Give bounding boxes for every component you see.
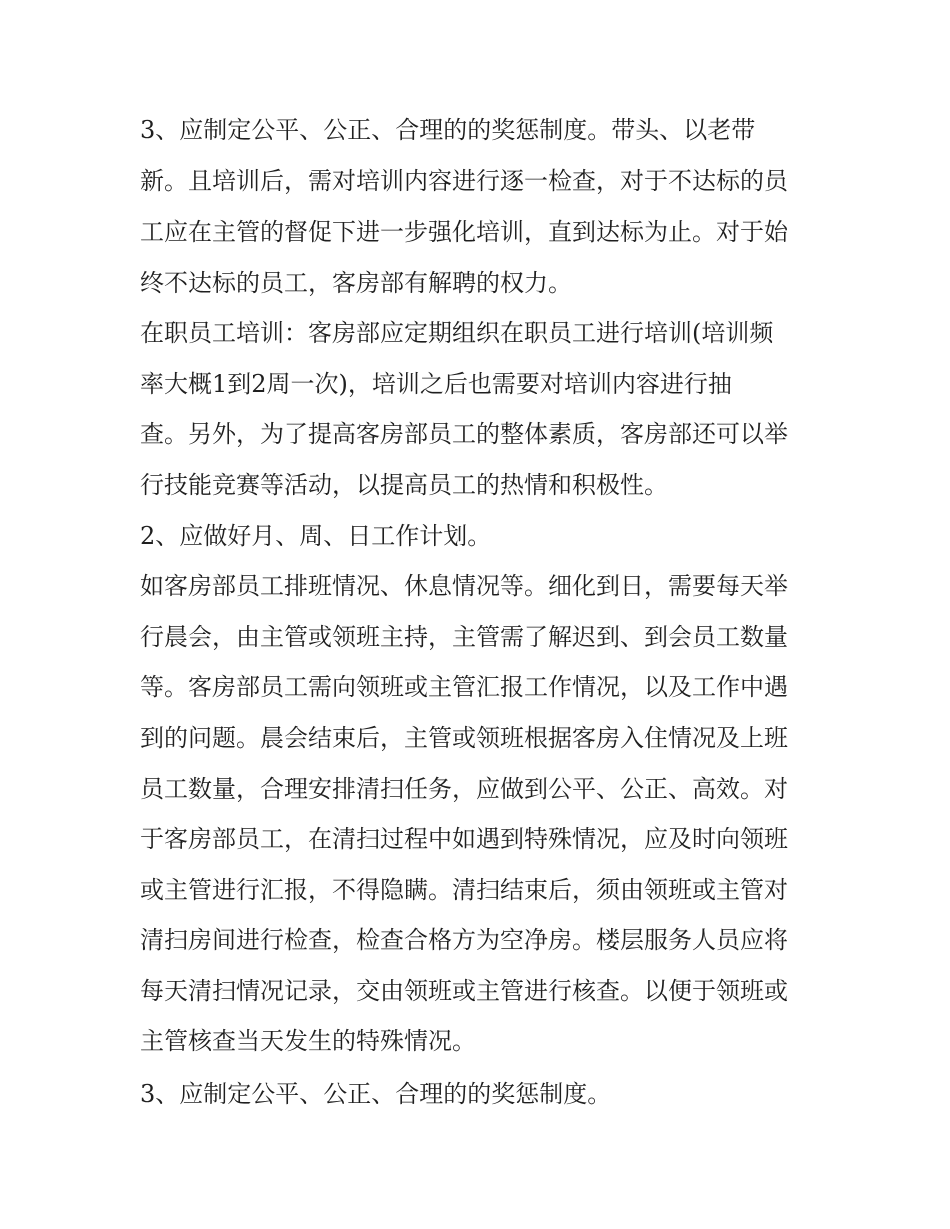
text-line: 每天清扫情况记录，交由领班或主管进行核查。以便于领班或	[140, 977, 788, 1005]
text-line: 率大概1到2周一次)，培训之后也需要对培训内容进行抽	[140, 370, 732, 398]
text-line: 查。另外，为了提高客房部员工的整体素质，客房部还可以举	[140, 420, 788, 448]
text-line: 行晨会，由主管或领班主持，主管需了解迟到、到会员工数量	[140, 623, 788, 651]
text-line: 2、应做好月、周、日工作计划。	[140, 522, 492, 550]
text-line: 清扫房间进行检查，检查合格方为空净房。楼层服务人员应将	[140, 926, 788, 954]
text-line: 新。且培训后，需对培训内容进行逐一检查，对于不达标的员	[140, 167, 788, 195]
text-line: 于客房部员工，在清扫过程中如遇到特殊情况，应及时向领班	[140, 825, 788, 853]
text-line: 到的问题。晨会结束后，主管或领班根据客房入住情况及上班	[140, 724, 788, 752]
text-line: 工应在主管的督促下进一步强化培训，直到达标为止。对于始	[140, 218, 788, 246]
text-line: 等。客房部员工需向领班或主管汇报工作情况，以及工作中遇	[140, 673, 788, 701]
text-line: 员工数量，合理安排清扫任务，应做到公平、公正、高效。对	[140, 775, 788, 803]
text-line: 3、应制定公平、公正、合理的的奖惩制度。	[140, 1080, 612, 1108]
text-line: 在职员工培训：客房部应定期组织在职员工进行培训(培训频	[140, 319, 774, 347]
text-line: 或主管进行汇报，不得隐瞒。清扫结束后，须由领班或主管对	[140, 876, 788, 904]
text-line: 如客房部员工排班情况、休息情况等。细化到日，需要每天举	[140, 572, 788, 600]
text-line: 行技能竞赛等活动，以提高员工的热情和积极性。	[140, 471, 668, 499]
text-line: 3、应制定公平、公正、合理的的奖惩制度。带头、以老带	[140, 116, 756, 144]
text-line: 终不达标的员工，客房部有解聘的权力。	[140, 269, 572, 297]
text-line: 主管核查当天发生的特殊情况。	[140, 1027, 476, 1055]
